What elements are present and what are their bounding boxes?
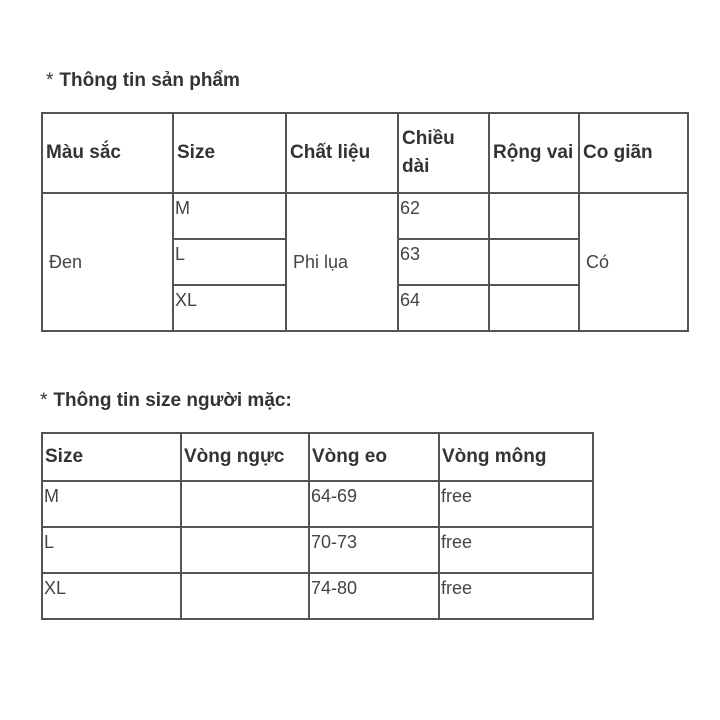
hip-cell: free [439,481,593,527]
header-color: Màu sắc [42,113,173,193]
table-row [42,481,593,527]
size-cell: XL [173,285,286,331]
product-info-heading-text: Thông tin sản phẩm [59,70,240,91]
length-cell: 63 [398,239,489,285]
waist-cell: 70-73 [309,527,439,573]
hip-cell: free [439,527,593,573]
material-cell: Phi lụa [286,193,398,331]
header-waist: Vòng eo [309,433,439,481]
header-length: Chiều dài [398,113,489,193]
wearer-info-heading-text: Thông tin size người mặc: [53,390,292,411]
size-cell: M [42,481,181,527]
header-chest: Vòng ngực [181,433,309,481]
size-cell: XL [42,573,181,619]
wearer-size-table [41,432,594,620]
table-row [42,527,593,573]
wearer-info-heading [40,390,292,412]
chest-cell [181,527,309,573]
size-cell: L [173,239,286,285]
stretch-cell: Có [579,193,688,331]
product-info-heading [46,70,240,92]
hip-cell: free [439,573,593,619]
header-stretch: Co giãn [579,113,688,193]
header-size: Size [42,433,181,481]
header-shoulder: Rộng vai [489,113,579,193]
header-hip: Vòng mông [439,433,593,481]
table-header-row [42,433,593,481]
color-cell: Đen [42,193,173,331]
length-cell: 62 [398,193,489,239]
size-cell: L [42,527,181,573]
table-header-row [42,113,688,193]
table-row [42,193,688,239]
chest-cell [181,573,309,619]
waist-cell: 74-80 [309,573,439,619]
waist-cell: 64-69 [309,481,439,527]
shoulder-cell [489,239,579,285]
table-row [42,573,593,619]
heading-star: * [46,70,54,91]
shoulder-cell [489,193,579,239]
header-size: Size [173,113,286,193]
chest-cell [181,481,309,527]
length-cell: 64 [398,285,489,331]
header-material: Chất liệu [286,113,398,193]
shoulder-cell [489,285,579,331]
heading-star: * [40,390,48,411]
product-info-table [41,112,689,332]
size-cell: M [173,193,286,239]
